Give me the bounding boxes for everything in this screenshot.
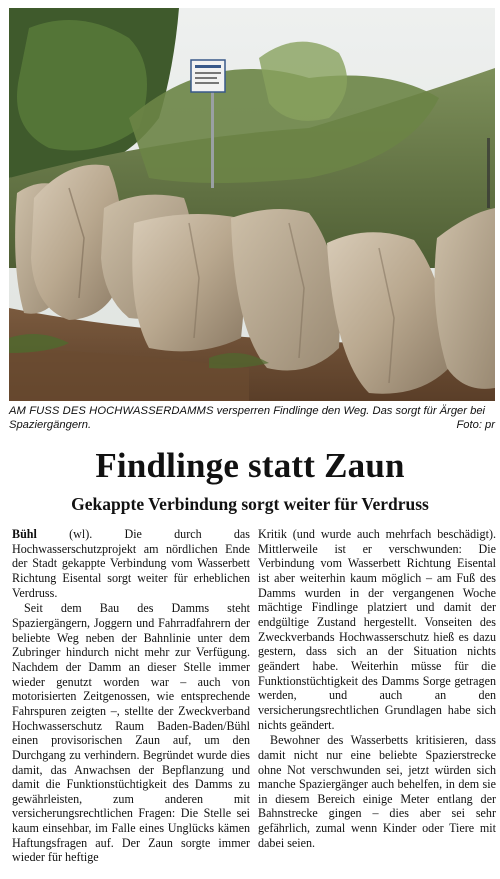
article-column-right bbox=[258, 527, 496, 850]
article-photo bbox=[9, 8, 495, 401]
article-column-left bbox=[12, 527, 250, 865]
caption-lead: AM FUSS DES HOCHWASSERDAMMS bbox=[9, 405, 214, 417]
sign-post bbox=[211, 78, 214, 188]
dateline: Bühl bbox=[12, 527, 37, 541]
article-subheadline: Gekappte Verbindung sorgt weiter für Verdruss bbox=[71, 494, 429, 514]
author-tag: (wl). bbox=[36, 527, 93, 541]
photo-caption bbox=[9, 404, 495, 432]
boulder bbox=[132, 214, 244, 351]
article-paragraph: Bewohner des Wasserbetts kritisieren, dass damit nicht nur eine beliebte Spazierstrecke ohne Not verschwunden sei, jetzt würden sich manche Spaziergänger auch behelfen, in dem sie in diesem Bereich einige Meter entlang der Bahnstrecke gingen – dies aber sei sehr gefährlich, zumal wenn Kinder oder Tiere mit dabei seien. bbox=[258, 733, 496, 850]
article-headline: Findlinge statt Zaun bbox=[95, 446, 405, 485]
article-paragraph: Seit dem Bau des Damms steht Spaziergängern, Joggern und Fahrradfahrern der beliebte Weg neben der Bahnlinie unter dem Zubringer hindurch nicht mehr zur Verfügung. Nachdem der Damm an dieser Stelle immer wieder genutzt worden war – auch von motorisierten Zeitgenossen, wie entsprechende Fahrspuren zeigten –, stellte der Zweckverband Hochwasserschutz Raum Baden-Baden/Bühl einen provisorischen Zaun auf, um den Durchgang zu verhindern. Begründet wurde dies damit, das Anwachsen der Bepflanzung und damit die Funktionstüchtigkeit des Damms zu gewährleisten, zum anderen mit versicherungsrechtlichen Fragen: Die Stelle sei kaum einsehbar, im Falle eines Unglücks kämen Haftungsfragen auf. Der Zaun sorgte immer wieder für heftige bbox=[12, 601, 250, 865]
article-paragraph: Kritik (und wurde auch mehrfach beschädigt). Mittlerweile ist er verschwunden: Die Verbindung vom Wasserbett Richtung Eisental ist aber weiterhin kaum möglich – am Fuß des Damms wurden in der vergangenen Woche mächtige Findlinge platziert und damit der endgültige Zustand hergestellt. Vonseiten des Zweckverbands Hochwasserschutz hieß es dazu gestern, dass sich an der Situation nichts geändert habe. Weiterhin müsse für die Funktionstüchtigkeit des Damms Sorge getragen werden, und auch an den versicherungsrechtlichen Grundlagen habe sich nichts geändert. bbox=[258, 527, 496, 732]
photo-credit: Foto: pr bbox=[456, 419, 495, 431]
info-sign-icon bbox=[191, 60, 225, 92]
caption-text: versperren Findlinge den Weg. Das sorgt für Ärger bei Spaziergängern. bbox=[9, 405, 486, 431]
article-paragraph bbox=[12, 527, 250, 600]
paragraph-text: Die durch das Hochwasserschutzprojekt am nördlichen Ende der Stadt gekappte Verbindung vom Wasserbett Richtung Eisental sorgt weiter für erheblichen Verdruss. bbox=[12, 527, 250, 600]
boulders-photo-illustration bbox=[9, 8, 495, 401]
